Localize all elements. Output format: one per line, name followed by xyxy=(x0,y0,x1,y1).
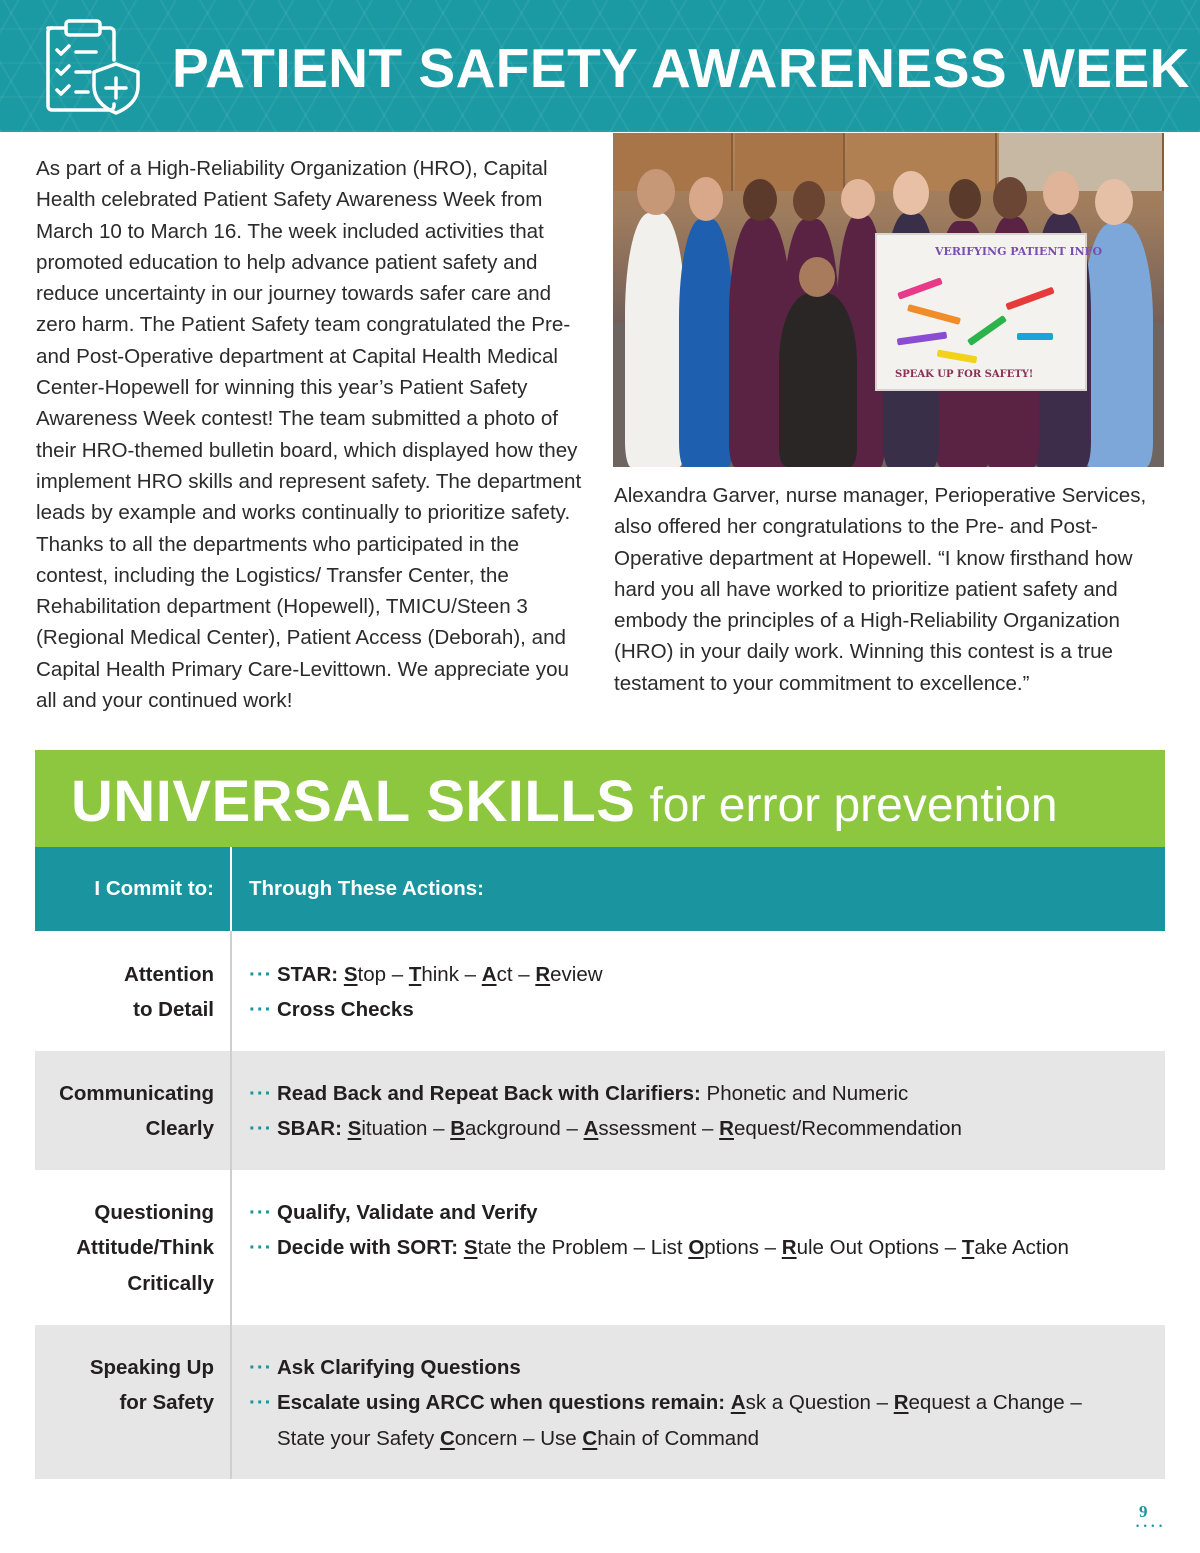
acronym-letter: S xyxy=(463,1236,478,1260)
acronym-letter: R xyxy=(719,1117,734,1141)
action-item xyxy=(249,992,603,1027)
bullet-dots-icon: ··· xyxy=(249,1201,273,1224)
action-detail: ake Action xyxy=(974,1236,1069,1260)
action-detail: equest/Recommendation xyxy=(733,1117,962,1141)
column-header-commit: I Commit to: xyxy=(94,877,214,900)
acronym-letter: A xyxy=(481,963,497,986)
header-divider xyxy=(230,847,232,931)
skills-row-attention xyxy=(35,931,1165,1051)
action-detail: ackground – xyxy=(465,1117,584,1141)
action-lead: Escalate using ARCC when questions remain: xyxy=(277,1391,726,1415)
column-header-actions: Through These Actions: xyxy=(249,877,484,900)
action-item xyxy=(249,1111,962,1146)
action-detail: ssessment – xyxy=(598,1117,720,1141)
bullet-dots-icon: ··· xyxy=(249,1117,273,1141)
action-lead: STAR: xyxy=(277,963,339,986)
bullet-dots-icon: ··· xyxy=(249,998,273,1022)
row-label-line: Communicating xyxy=(59,1082,214,1105)
row-label-line: Speaking Up xyxy=(89,1356,214,1379)
row-label-line: Questioning xyxy=(94,1201,214,1224)
action-detail: ptions – xyxy=(704,1236,782,1260)
acronym-letter: S xyxy=(347,1117,362,1141)
action-detail: hink – xyxy=(421,963,482,986)
action-lead: SBAR: xyxy=(277,1117,342,1141)
action-text xyxy=(277,957,603,992)
action-item xyxy=(249,1385,1082,1420)
action-detail: ituation – xyxy=(361,1117,451,1141)
row-label-line: for Safety xyxy=(119,1391,214,1415)
acronym-letter: T xyxy=(961,1236,975,1260)
bullet-dots-icon: ··· xyxy=(249,963,273,986)
action-detail: sk a Question – xyxy=(745,1391,894,1415)
acronym-letter: B xyxy=(450,1117,466,1141)
skills-row-speaking-up xyxy=(35,1325,1165,1479)
intro-paragraph: As part of a High-Reliability Organization (HRO), Capital Health celebrated Patient Safety Awareness Week from March 10 to March 16. The week included activities that promoted education to help advance patient safety and reduce uncertainty in our journey towards safer care and zero harm. The Patient Safety team congratulated the Pre- and Post-Operative department at Capital Health Medical Center-Hopewell for winning this year’s Patient Safety Awareness Week contest! The team submitted a photo of their HRO-themed bulletin board, which displayed how they implement HRO skills and represent safety. The department leads by example and works continually to prioritize safety. Thanks to all the departments who participated in the contest, including the Logistics/ Transfer Center, the Rehabilitation department (Hopewell), TMICU/Steen 3 (Regional Medical Center), Patient Access (Deborah), and Capital Health Primary Care-Levittown. We appreciate you all and your continued work! xyxy=(36,157,582,713)
bullet-dots-icon: ··· xyxy=(249,1356,273,1379)
bullet-dots-icon: ··· xyxy=(249,1391,273,1415)
header-banner xyxy=(0,0,1200,132)
row-label xyxy=(90,1350,214,1421)
action-item xyxy=(249,1350,1082,1385)
row-label xyxy=(59,1076,214,1147)
row-label xyxy=(124,957,214,1028)
action-text xyxy=(277,1111,962,1146)
action-item xyxy=(249,957,603,992)
acronym-letter: T xyxy=(408,963,422,986)
row-label-line: Attention xyxy=(124,963,214,986)
acronym-letter: C xyxy=(582,1426,598,1450)
action-item xyxy=(249,1076,962,1111)
action-detail: eview xyxy=(550,963,603,986)
action-text xyxy=(277,1350,521,1385)
row-label-line: Critically xyxy=(127,1271,214,1295)
acronym-letter: R xyxy=(535,963,551,986)
action-lead: Ask Clarifying Questions xyxy=(277,1356,521,1379)
acronym-letter: C xyxy=(439,1426,455,1450)
bullet-dots-icon: ··· xyxy=(249,1236,273,1260)
skills-row-communicating xyxy=(35,1051,1165,1170)
action-detail: hain of Command xyxy=(597,1426,760,1450)
row-actions xyxy=(249,957,603,1028)
action-text xyxy=(277,992,414,1027)
action-detail: top – xyxy=(357,963,409,986)
action-item xyxy=(249,1421,1082,1456)
action-text xyxy=(277,1385,1082,1420)
acronym-letter: A xyxy=(730,1391,746,1415)
acronym-letter: O xyxy=(688,1236,705,1260)
acronym-letter: R xyxy=(893,1391,909,1415)
photo-caption: Alexandra Garver, nurse manager, Perioperative Services, also offered her congratulations to the Pre- and Post-Operative department at Hopewell. “I know firsthand how hard you all have worked to prioritize patient safety and embody the principles of a High-Reliability Organization (HRO) in your daily work. Winning this contest is a true testament to your commitment to excellence.” xyxy=(614,484,1147,695)
action-lead: Decide with SORT: xyxy=(277,1236,459,1260)
row-label-line: to Detail xyxy=(133,998,214,1022)
board-footer: SPEAK UP FOR SAFETY! xyxy=(895,369,1034,380)
page-number: 9 xyxy=(1139,1502,1148,1521)
skills-table-header xyxy=(35,847,1165,931)
acronym-letter: A xyxy=(583,1117,599,1141)
acronym-letter: R xyxy=(781,1236,797,1260)
skills-title-bold: UNIVERSAL SKILLS xyxy=(71,769,636,834)
skills-title-light: for error prevention xyxy=(649,779,1058,832)
clipboard-checklist-shield-icon xyxy=(40,16,144,116)
action-detail: ct – xyxy=(496,963,536,986)
row-label-line: Clearly xyxy=(145,1117,214,1141)
skills-row-questioning xyxy=(35,1170,1165,1325)
board-title: VERIFYING PATIENT INFO xyxy=(935,245,1103,258)
row-actions xyxy=(249,1195,1069,1266)
bulletin-board xyxy=(875,233,1103,391)
action-detail: equest a Change – xyxy=(908,1391,1082,1415)
action-lead: Qualify, Validate and Verify xyxy=(277,1201,538,1224)
action-detail: ule Out Options – xyxy=(796,1236,962,1260)
page-number-dots: • • • • xyxy=(1136,1521,1164,1531)
action-detail: tate the Problem – List xyxy=(477,1236,689,1260)
action-item xyxy=(249,1230,1069,1265)
row-label-line: Attitude/Think xyxy=(76,1236,214,1260)
action-detail: oncern – Use xyxy=(454,1426,583,1450)
skills-title xyxy=(71,768,1058,835)
page-title: PATIENT SAFETY AWARENESS WEEK xyxy=(172,37,1190,99)
action-detail: State your Safety xyxy=(277,1426,440,1450)
action-lead: Read Back and Repeat Back with Clarifiers: xyxy=(277,1082,701,1105)
action-text xyxy=(277,1195,538,1230)
action-text xyxy=(277,1230,1069,1265)
row-actions xyxy=(249,1076,962,1147)
action-item xyxy=(249,1195,1069,1230)
column-divider xyxy=(230,931,232,1479)
skills-banner xyxy=(35,750,1165,847)
action-lead: Cross Checks xyxy=(277,998,414,1022)
action-detail: Phonetic and Numeric xyxy=(700,1082,909,1105)
action-text xyxy=(277,1076,908,1111)
row-label xyxy=(76,1195,214,1301)
acronym-letter: S xyxy=(343,963,358,986)
action-text xyxy=(277,1421,759,1456)
team-photo xyxy=(613,133,1164,467)
row-actions xyxy=(249,1350,1082,1456)
bullet-dots-icon: ··· xyxy=(249,1082,273,1105)
